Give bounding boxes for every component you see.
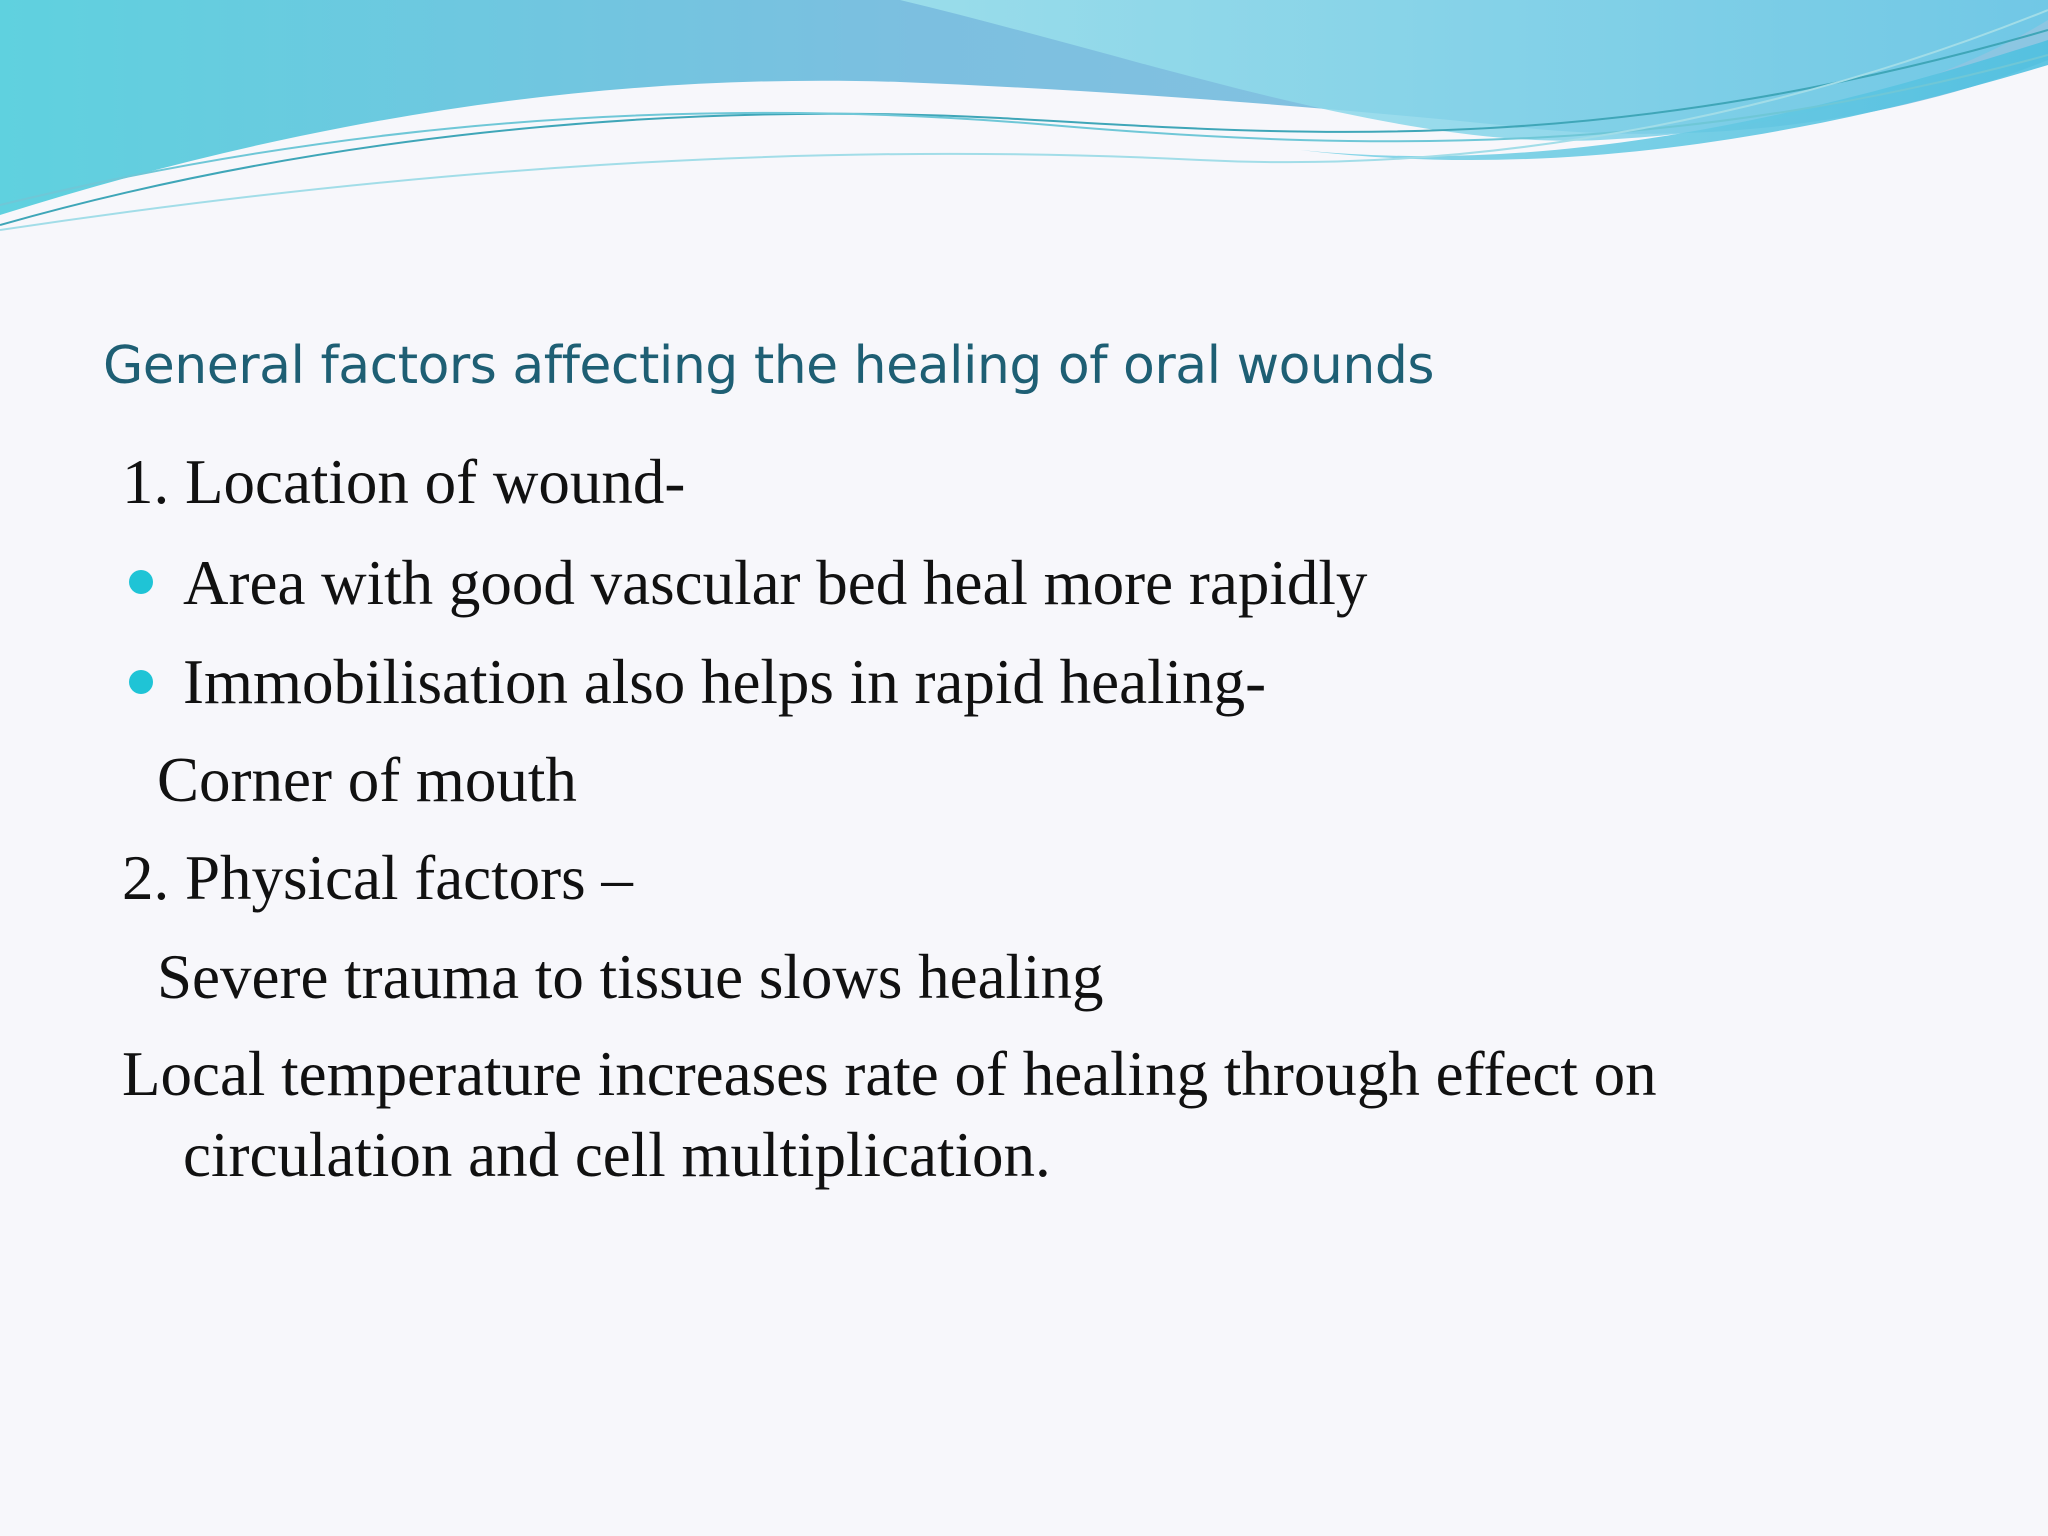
bullet-dot-icon <box>129 570 153 594</box>
list-item: 1. Location of wound- <box>122 447 686 517</box>
list-item-continuation: circulation and cell multiplication. <box>183 1120 1051 1190</box>
list-item: Severe trauma to tissue slows healing <box>157 942 1104 1012</box>
list-item: Area with good vascular bed heal more rapidly <box>183 548 1368 618</box>
list-item: 2. Physical factors – <box>122 843 633 913</box>
list-item: Immobilisation also helps in rapid healing- <box>183 647 1267 717</box>
bullet-dot-icon <box>129 670 153 694</box>
list-item: Local temperature increases rate of healing through effect on <box>122 1039 1657 1109</box>
slide-title: General factors affecting the healing of oral wounds <box>103 336 1434 396</box>
list-item: Corner of mouth <box>157 745 577 815</box>
